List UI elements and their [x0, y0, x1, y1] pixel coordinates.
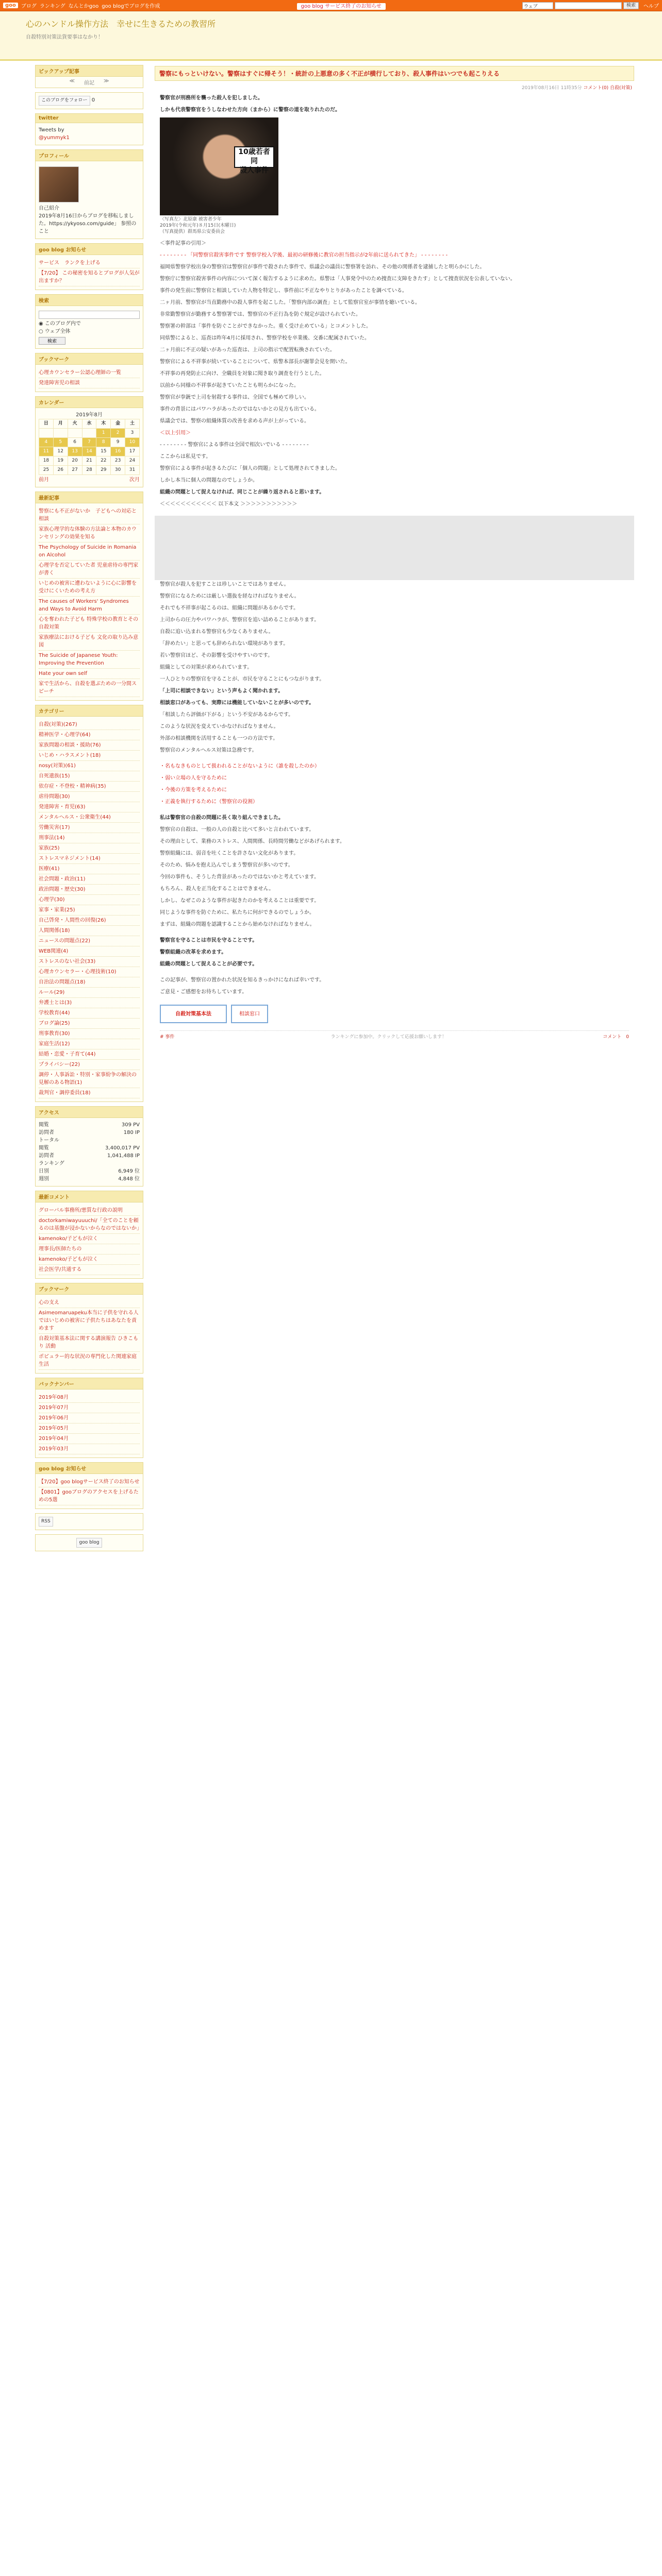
- bookmark-box: [35, 353, 143, 392]
- article-paragraph: 警察官による事件が起きるたびに「個人の問題」として処理されてきました。: [160, 466, 340, 471]
- topbar-links: [21, 2, 160, 9]
- article-paragraph: 同じような事件を防ぐために、私たちに何ができるのでしょうか。: [160, 910, 315, 916]
- post-category-link[interactable]: 自殺(対策): [609, 86, 632, 91]
- article-paragraph: ＜＜＜＜＜＜＜＜＜＜＜ 以下本文 ＞＞＞＞＞＞＞＞＞＞＞: [160, 501, 297, 507]
- goo-news2-box: [35, 1462, 143, 1509]
- pickup-nav-box: [35, 65, 143, 88]
- emphasis-line: 組織の問題として捉えることが必要です。: [160, 961, 258, 967]
- article-paragraph: 警察官による不祥事が続いていることについて、県警本部長が謝罪会見を開いた。: [160, 359, 351, 365]
- article-paragraph: しかし、なぜこのような事件が起きたのかを考えることは重要です。: [160, 898, 320, 904]
- topbar-link-ranking[interactable]: ランキング: [39, 4, 65, 9]
- calendar-weekday: 日: [39, 419, 54, 428]
- search-scope-select[interactable]: ウェブ: [522, 2, 553, 9]
- category-link[interactable]: 刑事法(14): [39, 835, 65, 841]
- calendar-day[interactable]: 12: [53, 447, 68, 456]
- calendar-day[interactable]: 21: [82, 456, 96, 465]
- article-paragraph: 警察官の自殺は、一般の人の自殺と比べて多いと言われています。: [160, 827, 315, 833]
- calendar-day: [39, 428, 54, 437]
- calendar-day[interactable]: 9: [111, 437, 125, 447]
- calendar-day[interactable]: 1: [96, 428, 111, 437]
- calendar-day[interactable]: 4: [39, 437, 54, 447]
- scope-web-radio[interactable]: ○ ウェブ全体: [39, 328, 71, 334]
- comment-link[interactable]: kamenoko/子どもが泣く: [39, 1256, 98, 1262]
- post-date: 2019年08月16日: [521, 86, 559, 91]
- backnumber-link[interactable]: 2019年08月: [39, 1394, 69, 1400]
- backnumber-link[interactable]: 2019年03月: [39, 1446, 69, 1452]
- post-footer: [160, 1030, 629, 1042]
- calendar-month: 2019年8月: [76, 412, 103, 418]
- sidebar-search-input[interactable]: [39, 311, 140, 319]
- calendar-day[interactable]: 13: [68, 447, 82, 456]
- recent-post-link[interactable]: 家族療法における子ども 文化の取り込み意図: [39, 634, 139, 648]
- article-paragraph: 福岡県警察学校出身の警察官は警察官が事件で殺された事件で、県議会の議員に警察署を訪れ、その他の関係者を逮捕したと明らかにした。: [160, 264, 485, 270]
- category-link[interactable]: ブログ論(25): [39, 1020, 70, 1026]
- topbar-link-create[interactable]: goo blogでブログを作成: [102, 4, 160, 9]
- emphasis-line: 警察組織の改革を求めます。: [160, 950, 227, 955]
- blog-header: [0, 11, 662, 61]
- article-paragraph: 組織としての対策が求められています。: [160, 665, 253, 670]
- calendar-weekday: 月: [53, 419, 68, 428]
- category-link[interactable]: 発達障害・育児(63): [39, 804, 86, 810]
- goo-blog-logo[interactable]: goo blog: [76, 1538, 102, 1548]
- profile-text: 2019年8月16日からブログを移転しました。https://ykyoso.com/guide」 参照のこと: [39, 213, 137, 234]
- consult-banner[interactable]: 相談窓口: [231, 1005, 268, 1023]
- access-box: [35, 1106, 143, 1187]
- backnumber-box: [35, 1378, 143, 1458]
- calendar-day[interactable]: 8: [96, 437, 111, 447]
- article-paragraph: ＜以上引用＞: [160, 430, 191, 436]
- access-label: 日別: [39, 1168, 49, 1174]
- post-comment-count-link[interactable]: コメント 0: [603, 1035, 629, 1040]
- calendar-day: [53, 428, 68, 437]
- article-paragraph: 二ヶ月前、警察官が当直勤務中の殺人事件を起こした。「警察内部の調査」として監察官室が事情を聴いている。: [160, 300, 420, 306]
- calendar-day[interactable]: 6: [68, 437, 82, 447]
- closing-line: この記事が、警察官の置かれた状況を知るきっかけになれば幸いです。: [160, 977, 325, 983]
- category-link[interactable]: 調停・人事訴訟・特別・家事紛争の解決の見解のある物語(1): [39, 1072, 137, 1086]
- calendar-prev-link[interactable]: 前月: [39, 477, 49, 483]
- backnumber-link[interactable]: 2019年04月: [39, 1435, 69, 1442]
- photo-caption: 〈写真左〉北原康 被害者少年 2019年(令和元年)８月15日(木曜日) （写真提供）群馬県公安委員会: [160, 217, 236, 234]
- goo-news-box: [35, 243, 143, 290]
- rss-box: [35, 1513, 143, 1530]
- access-label: 週別: [39, 1176, 49, 1182]
- profile-title: プロフィール: [36, 150, 143, 161]
- profile-name: 自己紹介: [39, 206, 59, 211]
- goo-news-title: goo blog お知らせ: [36, 244, 143, 255]
- twitter-box: [35, 113, 143, 145]
- profile-avatar: [39, 166, 79, 202]
- categories-title: カテゴリー: [36, 705, 143, 717]
- recent-post-link[interactable]: The Suicide of Japanese Youth: Improving the Prevention: [39, 652, 118, 666]
- topbar-link-nanto[interactable]: なんとかgoo: [68, 4, 99, 9]
- article-paragraph: 警察庁に警察官殺害事件の内容について深く報告するように求めた。県警は「人事発令中のため捜査に支障をきたす」として捜査状況を公表していない。: [160, 276, 516, 282]
- category-link[interactable]: 自己啓発・人間性の回復(26): [39, 917, 106, 923]
- article-paragraph: 「上司に相談できない」という声もよく聞かれます。: [160, 688, 284, 694]
- article-paragraph: そのため、悩みを抱え込んでしまう警察官が多いのです。: [160, 862, 293, 868]
- nav-prev-icon[interactable]: ≪: [69, 78, 75, 84]
- topbar-link-blog[interactable]: ブログ: [21, 4, 37, 9]
- twitter-handle-link[interactable]: @yummyk1: [39, 135, 70, 141]
- summary-item: ・名もなきものとして扱われることがないように（誰を殺したのか）: [160, 764, 320, 769]
- article-paragraph: 警察組織には、弱音を吐くことを許さない文化があります。: [160, 851, 299, 856]
- article-paragraph: 一人ひとりの警察官を守ることが、市民を守ることにもつながります。: [160, 676, 325, 682]
- help-link[interactable]: ヘルプ: [643, 4, 659, 9]
- category-link[interactable]: ニュースの問題点(22): [39, 938, 91, 944]
- calendar-weekday: 水: [82, 419, 96, 428]
- topbar-search-button[interactable]: 検索: [623, 2, 639, 9]
- category-link[interactable]: ルール(29): [39, 989, 65, 995]
- article-paragraph: - - - - - - - - 「同警察官殺害事件です 警察学校入学後、最初の研修後に教官の担当指示が2年前に送られてきた」 - - - - - - - -: [160, 252, 448, 258]
- category-link[interactable]: 学校教育(44): [39, 1010, 70, 1016]
- article-paragraph: まずは、組織の問題を認識することから始めなければなりません。: [160, 922, 315, 927]
- bookmark-link[interactable]: Asimeomaruapeku本当に子供を守れる人ではいじめの被害に子供たちはあなたを責めます: [39, 1310, 139, 1331]
- page-break-band: [155, 516, 634, 580]
- follower-count: 0: [91, 97, 95, 103]
- bookmark2-box: [35, 1283, 143, 1374]
- goo-news2-item[interactable]: 【0801】gooブログのアクセスを上げるための5選: [39, 1489, 139, 1503]
- category-link[interactable]: 社会問題・政治(11): [39, 876, 86, 882]
- ranking-text: ランキングに参加中。クリックして応援お願いします！: [330, 1035, 447, 1040]
- access-value: 309 PV: [121, 1122, 140, 1128]
- post-tag-link[interactable]: # 事件: [160, 1035, 175, 1040]
- article-paragraph: 二ヶ月前に不正の疑いがあった巡査は、上司の指示で配置転換されていた。: [160, 347, 335, 353]
- category-link[interactable]: 医療(41): [39, 866, 60, 872]
- calendar-title: カレンダー: [36, 397, 143, 408]
- topbar-search: [522, 2, 659, 9]
- search-box: [35, 294, 143, 349]
- article-paragraph: それでも不祥事が起こるのは、組織に問題があるからです。: [160, 605, 299, 611]
- calendar-day[interactable]: 19: [53, 456, 68, 465]
- access-value: 3,400,017 PV: [105, 1145, 140, 1151]
- article-paragraph: 自殺に追い込まれる警察官も少なくありません。: [160, 629, 274, 635]
- article-paragraph: 「辞めたい」と思っても辞められない環境があります。: [160, 641, 289, 647]
- comments-title: 最新コメント: [36, 1191, 143, 1202]
- article-paragraph: 非常勤警察官が勤務する警察署では、警察官の不正行為を防ぐ規定が設けられていた。: [160, 312, 361, 317]
- recent-post-link[interactable]: Hate your own self: [39, 670, 88, 676]
- calendar-day[interactable]: 10: [125, 437, 140, 447]
- calendar-day[interactable]: 22: [96, 456, 111, 465]
- article-paragraph: 不祥事の再発防止に向け、全職員を対象に聞き取り調査を行うとした。: [160, 371, 325, 377]
- calendar-day[interactable]: 3: [125, 428, 140, 437]
- profile-box: [35, 149, 143, 239]
- access-label: 閲覧: [39, 1122, 49, 1128]
- sidebar-search-button[interactable]: 検索: [39, 337, 65, 345]
- categories-box: [35, 705, 143, 1102]
- article-paragraph: 警察官が拳銃で上司を射殺する事件は、全国でも極めて珍しい。: [160, 395, 309, 400]
- access-label: ランキング: [39, 1160, 64, 1166]
- calendar-day[interactable]: 18: [39, 456, 54, 465]
- sidebar: [35, 61, 143, 1551]
- category-link[interactable]: 依存症・不登校・精神病(35): [39, 783, 106, 789]
- article-paragraph: 以前から同様の不祥事が起きていたことも明らかになった。: [160, 383, 299, 388]
- backnumber-link[interactable]: 2019年05月: [39, 1425, 69, 1431]
- access-value: 1,041,488 IP: [107, 1153, 140, 1159]
- category-link[interactable]: 裁判官・調停委員(18): [39, 1090, 91, 1096]
- comment-link[interactable]: doctorkamiwayuuuchi/「全てのことを頼るのは基盤が浸かないからなのではないか」: [39, 1217, 142, 1231]
- access-value: 6,949 位: [118, 1168, 140, 1174]
- article-paragraph: ここからは私見です。: [160, 454, 211, 460]
- calendar-day[interactable]: 30: [111, 465, 125, 474]
- access-title: アクセス: [36, 1107, 143, 1118]
- calendar-box: [35, 396, 143, 487]
- calendar-day[interactable]: 11: [39, 447, 54, 456]
- calendar-day[interactable]: 5: [53, 437, 68, 447]
- follow-button[interactable]: このブログをフォロー: [39, 96, 90, 106]
- category-link[interactable]: メンタルヘルス・公衆衛生(44): [39, 814, 111, 820]
- post-meta: [157, 84, 632, 91]
- category-link[interactable]: 人間関係(18): [39, 927, 70, 934]
- nav-home-link[interactable]: 前記: [84, 80, 94, 86]
- access-label: 訪問者: [39, 1153, 54, 1159]
- access-label: トータル: [39, 1137, 59, 1143]
- bookmark-title: ブックマーク: [36, 353, 143, 365]
- calendar-day[interactable]: 14: [82, 447, 96, 456]
- article-title[interactable]: 警察にもっといけない。警察はすぐに帰そう！・統計の上悪意の多く不正が横行しており、殺人事件はいつでも起こりえる: [155, 66, 634, 81]
- bookmark-link[interactable]: 自殺対策基本法に関する講演報告 ひきこもり 活動: [39, 1335, 139, 1349]
- comments-box: [35, 1191, 143, 1279]
- intro-line: しかも代表警察官をうしなわせた方向（まから）に警察の道を取りれたのだ。: [160, 107, 340, 113]
- calendar-day[interactable]: 25: [39, 465, 54, 474]
- recent-post-link[interactable]: 家族心理学的な体験の方法論と本物のカウンセリングの効果を知る: [39, 526, 137, 540]
- post-time: 11時35分: [560, 86, 582, 91]
- access-value: 180 IP: [123, 1129, 140, 1136]
- article-paragraph: しかし本当に個人の問題なのでしょうか。: [160, 478, 258, 483]
- article-paragraph: 警察署の幹部は「事件を防ぐことができなかった。重く受け止めている」とコメントした。: [160, 324, 371, 329]
- article-paragraph: 今回の事件も、そうした背景があったのではないかと考えています。: [160, 874, 320, 880]
- recent-post-link[interactable]: 警察にも不正がないか 子どもへの対応と相談: [39, 508, 137, 522]
- banner-row: [160, 1005, 629, 1023]
- article-paragraph: 上司からの圧力やパワハラが、警察官を追い詰めることがあります。: [160, 617, 320, 623]
- calendar-day[interactable]: 28: [82, 465, 96, 474]
- category-link[interactable]: 家事・家業(25): [39, 907, 75, 913]
- comment-link[interactable]: 社会医学/共通する: [39, 1266, 82, 1273]
- bookmark-link[interactable]: 心の支え: [39, 1299, 59, 1306]
- bookmark2-title: ブックマーク: [36, 1283, 143, 1295]
- bookmark-link[interactable]: ポピュラー的な状況の専門化した関連家庭生活: [39, 1353, 137, 1367]
- article-paragraph: 警察官が殺人を犯すことは珍しいことではありません。: [160, 582, 289, 587]
- comment-link[interactable]: グローバル事務所/悪質な行政の説明: [39, 1207, 123, 1213]
- calendar-table: [39, 419, 140, 475]
- recent-post-link[interactable]: 心を奪われた子ども 特殊学校の教育とその自殺対策: [39, 616, 139, 630]
- backnumber-title: バックナンバー: [36, 1378, 143, 1389]
- intro-line: 警察官が刑務所を襲った殺人を犯しました。: [160, 95, 263, 101]
- goo-logo[interactable]: goo: [3, 3, 18, 8]
- category-link[interactable]: 自死遺族(15): [39, 773, 70, 779]
- pickup-nav-title: ピックアップ記事: [36, 65, 143, 77]
- category-link[interactable]: いじめ・ハラスメント(18): [39, 752, 101, 758]
- calendar-day: [68, 428, 82, 437]
- article-paragraph: 私は警察官の自殺の問題に長く取り組んできました。: [160, 815, 284, 821]
- goo-news2-title: goo blog お知らせ: [36, 1463, 143, 1474]
- comment-link[interactable]: kamenoko/子どもが泣く: [39, 1235, 98, 1242]
- goo-news2-item[interactable]: 【7/20】goo blogサービス終了のお知らせ: [39, 1479, 140, 1485]
- article-paragraph: このような状況を変えていかなければなりません。: [160, 724, 279, 730]
- topbar-search-input[interactable]: [555, 2, 622, 9]
- article-paragraph: 事件の背景にはパワハラがあったのではないかとの見方も出ている。: [160, 406, 320, 412]
- article-paragraph: 若い警察官ほど、その影響を受けやすいのです。: [160, 653, 273, 658]
- closing-line: ご意見・ご感想をお待ちしています。: [160, 989, 247, 995]
- category-link[interactable]: WEB関連(4): [39, 948, 69, 954]
- calendar-day[interactable]: 2: [111, 428, 125, 437]
- article-paragraph: ＜事件記事の引用＞: [160, 241, 206, 246]
- calendar-day[interactable]: 26: [53, 465, 68, 474]
- calendar-day[interactable]: 20: [68, 456, 82, 465]
- calendar-day[interactable]: 7: [82, 437, 96, 447]
- blog-subtitle: 自殺特別対策法貨要事はなかり！: [26, 35, 103, 40]
- category-link[interactable]: プライバシー(22): [39, 1061, 80, 1067]
- category-link[interactable]: 家族(25): [39, 845, 60, 851]
- article-paragraph: - - - - - - - - 警察官による事件は全国で相次いでいる - - - - - - - -: [160, 442, 309, 448]
- calendar-weekday: 金: [111, 419, 125, 428]
- access-label: 訪問者: [39, 1129, 54, 1136]
- photo-sign: 10歳若者 同 殺人事件: [234, 146, 274, 168]
- calendar-day[interactable]: 17: [125, 447, 140, 456]
- twitter-title: twitter: [36, 114, 143, 123]
- calendar-day[interactable]: 31: [125, 465, 140, 474]
- category-link[interactable]: 虐待問題(30): [39, 793, 70, 800]
- scope-blog-radio[interactable]: ◉ このブログ内で: [39, 320, 81, 327]
- summary-item: ・今後の方策を考えるために: [160, 787, 227, 793]
- article-paragraph: もちろん、殺人を正当化することはできません。: [160, 886, 274, 892]
- article-paragraph: 相談窓口があっても、実際には機能していないことが多いのです。: [160, 700, 315, 706]
- recent-posts-title: 最新記事: [36, 492, 143, 503]
- calendar-day[interactable]: 16: [111, 447, 125, 456]
- category-link[interactable]: 結婚・恋愛・子育て(44): [39, 1051, 96, 1057]
- nav-next-icon[interactable]: ≫: [104, 78, 109, 84]
- category-link[interactable]: ストレスマネジメント(14): [39, 855, 101, 861]
- article-paragraph: 警察官になるためには厳しい選抜を経なければなりません。: [160, 594, 300, 599]
- main-content: [155, 61, 634, 1551]
- article-paragraph: 「相談したら評価が下がる」という不安があるからです。: [160, 712, 294, 718]
- service-end-notice[interactable]: goo blog サービス終了のお知らせ: [297, 3, 386, 10]
- article-paragraph: 同県警によると、巡査は昨年4月に採用され、警察学校を卒業後、交番に配属されていた。: [160, 335, 370, 341]
- access-label: 閲覧: [39, 1145, 49, 1151]
- bookmark-link[interactable]: 発達障害児の相談: [39, 380, 80, 386]
- calendar-weekday: 木: [96, 419, 111, 428]
- category-link[interactable]: 家庭生活(12): [39, 1041, 70, 1047]
- access-value: 4,848 位: [118, 1176, 140, 1182]
- article-paragraph: 事件の発生前に警察官と相談していた人物を特定し、事件前に不正なやりとりがあったことを調べている。: [160, 288, 407, 294]
- blog-title[interactable]: 心のハンドル操作方法 幸せに生きるための教習所: [26, 19, 216, 29]
- article-paragraph: その理由として、業務のストレス、人間関係、長時間労働などがあげられます。: [160, 839, 345, 844]
- goo-footer-logo-box: [35, 1534, 143, 1551]
- goo-top-bar: [0, 0, 662, 11]
- goo-news-item[interactable]: 【7/20】 この秘密を知るとブログが人気が出ますか？: [39, 270, 140, 284]
- recent-post-link[interactable]: いじめの被害に遭わないように心に影響を受けにくいための考え方: [39, 580, 137, 594]
- backnumber-link[interactable]: 2019年07月: [39, 1404, 69, 1411]
- article-paragraph: 組織の問題として捉えなければ、同じことが繰り返されると思います。: [160, 489, 325, 495]
- category-link[interactable]: 政治問題・歴史(30): [39, 886, 86, 892]
- emphasis-line: 警察官を守ることは市民を守ることです。: [160, 938, 258, 943]
- summary-item: ・弱い立場の人を守るために: [160, 775, 227, 781]
- category-link[interactable]: 労働災害(17): [39, 824, 70, 831]
- calendar-day[interactable]: 29: [96, 465, 111, 474]
- category-link[interactable]: ストレスのない社会(33): [39, 958, 96, 964]
- calendar-day[interactable]: 24: [125, 456, 140, 465]
- article-body-cont: [155, 580, 634, 1042]
- suicide-law-banner[interactable]: 自殺対策基本法: [160, 1005, 227, 1023]
- recent-post-link[interactable]: The Psychology of Suicide in Romania on Alcohol: [39, 544, 137, 558]
- calendar-day[interactable]: 27: [68, 465, 82, 474]
- article-paragraph: 警察官のメンタルヘルス対策は急務です。: [160, 748, 257, 753]
- category-link[interactable]: 自治法の問題点(18): [39, 979, 86, 985]
- backnumber-link[interactable]: 2019年06月: [39, 1415, 69, 1421]
- article-body: [155, 94, 634, 509]
- goo-news-item[interactable]: サービス ランクを上げる: [39, 260, 101, 266]
- summary-item: ・正義を執行するために（警察官の役割）: [160, 799, 258, 805]
- recent-post-link[interactable]: 家で生活から、自殺を選ぶための一分間スピーチ: [39, 681, 137, 694]
- search-title: 検索: [36, 295, 143, 306]
- category-link[interactable]: 家族問題の相談・援助(76): [39, 742, 101, 748]
- article-paragraph: 県議会では、警察の組織体質の改善を求める声が上がっている。: [160, 418, 309, 424]
- follow-box: [35, 92, 143, 109]
- category-link[interactable]: nosy(対策)(61): [39, 762, 76, 769]
- calendar-day[interactable]: 15: [96, 447, 111, 456]
- tweets-by-label: Tweets by: [39, 127, 64, 133]
- recent-post-link[interactable]: 心理学を否定していた者 児童虐待の専門家が書く: [39, 562, 139, 576]
- category-link[interactable]: 刑事教育(30): [39, 1030, 70, 1037]
- post-comments-link[interactable]: コメント(0): [583, 86, 609, 91]
- calendar-day[interactable]: 23: [111, 456, 125, 465]
- recent-post-link[interactable]: The causes of Workers' Syndromes and Ways to Avoid Harm: [39, 598, 129, 612]
- category-link[interactable]: 精神医学・心理学(64): [39, 732, 91, 738]
- category-link[interactable]: 心理学(30): [39, 896, 65, 903]
- category-link[interactable]: 弁護士とは(3): [39, 999, 72, 1006]
- comment-link[interactable]: 理事長/医師たちの: [39, 1246, 82, 1252]
- calendar-weekday: 土: [125, 419, 140, 428]
- calendar-day: [82, 428, 96, 437]
- rss-button[interactable]: RSS: [39, 1517, 53, 1527]
- recent-posts-box: [35, 492, 143, 701]
- news-photo: [160, 117, 278, 215]
- category-link[interactable]: 心理カウンセラー・心理技術(10): [39, 969, 117, 975]
- bookmark-link[interactable]: 心理カウンセラー公認心理師の一覧: [39, 369, 121, 376]
- article-paragraph: 外部の相談機関を活用することも一つの方法です。: [160, 736, 278, 741]
- calendar-weekday: 火: [68, 419, 82, 428]
- calendar-next-link[interactable]: 次月: [129, 477, 140, 483]
- category-link[interactable]: 自殺(対策)(267): [39, 721, 77, 727]
